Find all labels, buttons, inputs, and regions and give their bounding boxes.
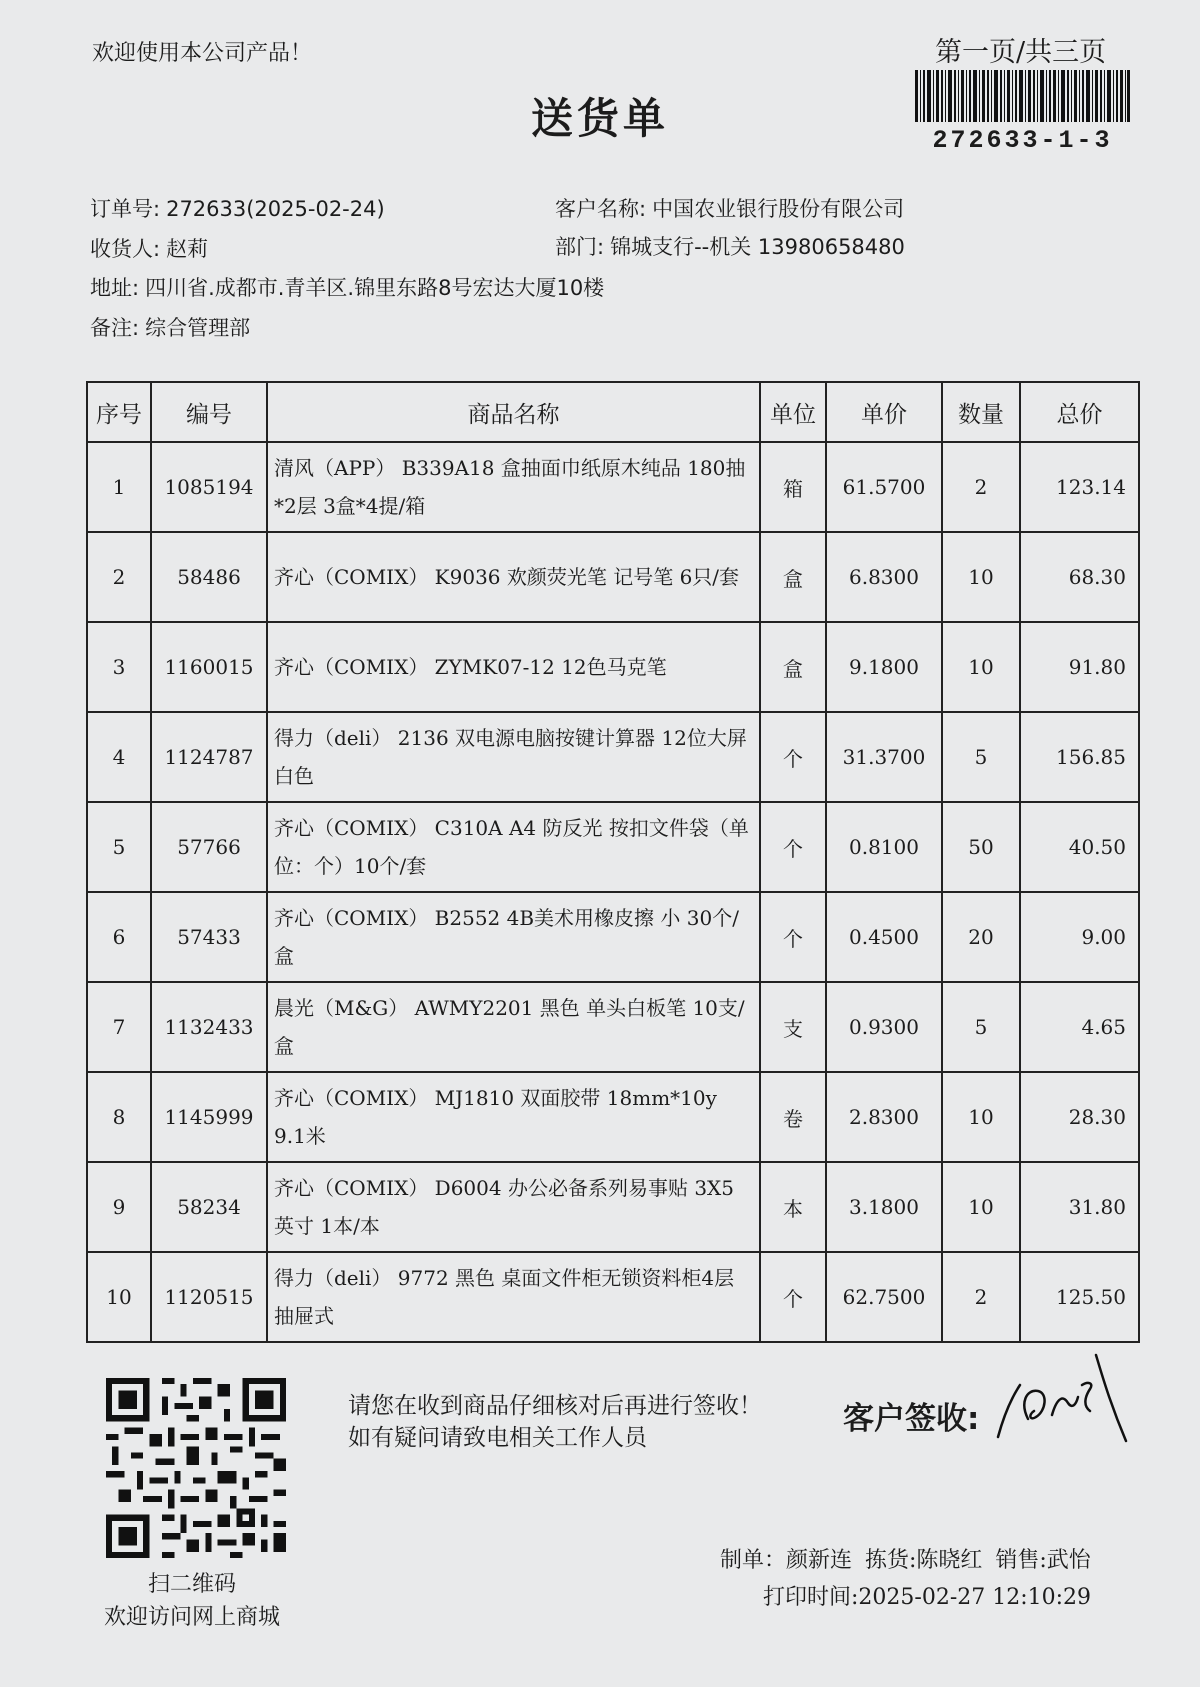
document-title: 送货单 [530, 94, 669, 143]
remark-field [90, 312, 250, 342]
items-table [86, 381, 1140, 1343]
table-row [87, 1162, 1139, 1252]
customer-name-value: 中国农业银行股份有限公司 [652, 197, 905, 221]
cell-unit-price: 3.1800 [826, 1162, 942, 1252]
cell-product-name: 得力（deli） 9772 黑色 桌面文件柜无锁资料柜4层抽屉式 [267, 1252, 760, 1342]
signature-label: 客户签收: [843, 1401, 980, 1437]
remark-label: 备注: [90, 316, 140, 340]
cell-seq: 2 [87, 532, 151, 622]
cell-product-name: 清风（APP） B339A18 盒抽面巾纸原木纯品 180抽*2层 3盒*4提/箱 [267, 442, 760, 532]
qr-code [106, 1378, 286, 1558]
cell-seq: 4 [87, 712, 151, 802]
cell-seq: 6 [87, 892, 151, 982]
cell-unit-price: 0.8100 [826, 802, 942, 892]
cell-code: 1124787 [151, 712, 267, 802]
cell-unit: 盒 [760, 532, 826, 622]
cell-product-name: 齐心（COMIX） C310A A4 防反光 按扣文件袋（单位：个）10个/套 [267, 802, 760, 892]
cell-seq: 10 [87, 1252, 151, 1342]
cell-total: 125.50 [1020, 1252, 1139, 1342]
cell-product-name: 晨光（M&G） AWMY2201 黑色 单头白板笔 10支/盒 [267, 982, 760, 1072]
order-number-value: 272633(2025-02-24) [166, 197, 385, 221]
receiver-value: 赵莉 [166, 237, 209, 261]
cell-unit-price: 31.3700 [826, 712, 942, 802]
cell-quantity: 10 [942, 1162, 1020, 1252]
department-value: 锦城支行--机关 13980658480 [610, 235, 905, 259]
cell-unit: 个 [760, 712, 826, 802]
receiver-label: 收货人: [90, 237, 161, 261]
cell-seq: 9 [87, 1162, 151, 1252]
cell-quantity: 50 [942, 802, 1020, 892]
cell-quantity: 5 [942, 712, 1020, 802]
header-code: 编号 [151, 382, 267, 442]
cell-quantity: 2 [942, 442, 1020, 532]
cell-unit-price: 0.9300 [826, 982, 942, 1072]
cell-seq: 1 [87, 442, 151, 532]
cell-code: 58234 [151, 1162, 267, 1252]
cell-total: 156.85 [1020, 712, 1139, 802]
cell-total: 31.80 [1020, 1162, 1139, 1252]
cell-total: 9.00 [1020, 892, 1139, 982]
print-time: 打印时间:2025-02-27 12:10:29 [763, 1585, 1092, 1610]
cell-quantity: 10 [942, 532, 1020, 622]
cell-code: 1145999 [151, 1072, 267, 1162]
cell-total: 123.14 [1020, 442, 1139, 532]
cell-product-name: 齐心（COMIX） D6004 办公必备系列易事贴 3X5英寸 1本/本 [267, 1162, 760, 1252]
cell-unit: 卷 [760, 1072, 826, 1162]
cell-code: 1132433 [151, 982, 267, 1072]
cell-seq: 7 [87, 982, 151, 1072]
cell-product-name: 得力（deli） 2136 双电源电脑按键计算器 12位大屏 白色 [267, 712, 760, 802]
cell-unit: 箱 [760, 442, 826, 532]
cell-unit: 个 [760, 892, 826, 982]
header-total: 总价 [1020, 382, 1139, 442]
cell-seq: 5 [87, 802, 151, 892]
cell-unit-price: 6.8300 [826, 532, 942, 622]
cell-unit-price: 2.8300 [826, 1072, 942, 1162]
department-field [555, 231, 905, 261]
cell-unit: 支 [760, 982, 826, 1072]
cell-unit-price: 9.1800 [826, 622, 942, 712]
cell-code: 1085194 [151, 442, 267, 532]
welcome-text: 欢迎使用本公司产品！ [92, 41, 313, 66]
cell-unit-price: 61.5700 [826, 442, 942, 532]
table-row [87, 1072, 1139, 1162]
table-row [87, 1252, 1139, 1342]
staff-credits: 制单：颜新连 拣货:陈晓红 销售:武怡 [720, 1548, 1091, 1573]
table-row [87, 712, 1139, 802]
cell-code: 57766 [151, 802, 267, 892]
table-row [87, 622, 1139, 712]
receiver-field [90, 233, 208, 263]
table-row [87, 892, 1139, 982]
customer-name-label: 客户名称: [555, 197, 647, 221]
header-unit-price: 单价 [826, 382, 942, 442]
cell-product-name: 齐心（COMIX） K9036 欢颜荧光笔 记号笔 6只/套 [267, 532, 760, 622]
table-header-row [87, 382, 1139, 442]
barcode-number: 272633-1-3 [932, 126, 1113, 155]
cell-unit: 本 [760, 1162, 826, 1252]
order-number-label: 订单号: [90, 197, 161, 221]
cell-seq: 3 [87, 622, 151, 712]
header-product-name: 商品名称 [267, 382, 760, 442]
table-row [87, 982, 1139, 1072]
cell-unit-price: 62.7500 [826, 1252, 942, 1342]
table-row [87, 802, 1139, 892]
cell-product-name: 齐心（COMIX） MJ1810 双面胶带 18mm*10y 9.1米 [267, 1072, 760, 1162]
cell-total: 28.30 [1020, 1072, 1139, 1162]
cell-unit: 盒 [760, 622, 826, 712]
cell-seq: 8 [87, 1072, 151, 1162]
cell-code: 57433 [151, 892, 267, 982]
cell-total: 4.65 [1020, 982, 1139, 1072]
cell-unit: 个 [760, 802, 826, 892]
cell-quantity: 2 [942, 1252, 1020, 1342]
department-label: 部门: [555, 235, 605, 259]
address-label: 地址: [90, 276, 140, 300]
table-row [87, 442, 1139, 532]
address-value: 四川省.成都市.青羊区.锦里东路8号宏达大厦10楼 [145, 276, 605, 300]
cell-unit: 个 [760, 1252, 826, 1342]
customer-name-field [555, 193, 904, 223]
page-info: 第一页/共三页 [935, 37, 1107, 68]
cell-unit-price: 0.4500 [826, 892, 942, 982]
remark-value: 综合管理部 [145, 316, 251, 340]
address-field [90, 272, 604, 302]
cell-code: 1160015 [151, 622, 267, 712]
header-quantity: 数量 [942, 382, 1020, 442]
header-unit: 单位 [760, 382, 826, 442]
cell-quantity: 20 [942, 892, 1020, 982]
notice-text: 请您在收到商品仔细核对后再进行签收！如有疑问请致电相关工作人员 [348, 1393, 762, 1451]
cell-quantity: 5 [942, 982, 1020, 1072]
cell-code: 1120515 [151, 1252, 267, 1342]
qr-caption-welcome: 欢迎访问网上商城 [103, 1605, 280, 1630]
cell-product-name: 齐心（COMIX） ZYMK07-12 12色马克笔 [267, 622, 760, 712]
qr-caption-scan: 扫二维码 [147, 1572, 236, 1597]
table-row [87, 532, 1139, 622]
cell-code: 58486 [151, 532, 267, 622]
cell-total: 40.50 [1020, 802, 1139, 892]
handwritten-signature [990, 1345, 1130, 1455]
cell-product-name: 齐心（COMIX） B2552 4B美术用橡皮擦 小 30个/盒 [267, 892, 760, 982]
order-number-field [90, 193, 385, 223]
cell-total: 68.30 [1020, 532, 1139, 622]
cell-total: 91.80 [1020, 622, 1139, 712]
header-seq: 序号 [87, 382, 151, 442]
cell-quantity: 10 [942, 1072, 1020, 1162]
cell-quantity: 10 [942, 622, 1020, 712]
